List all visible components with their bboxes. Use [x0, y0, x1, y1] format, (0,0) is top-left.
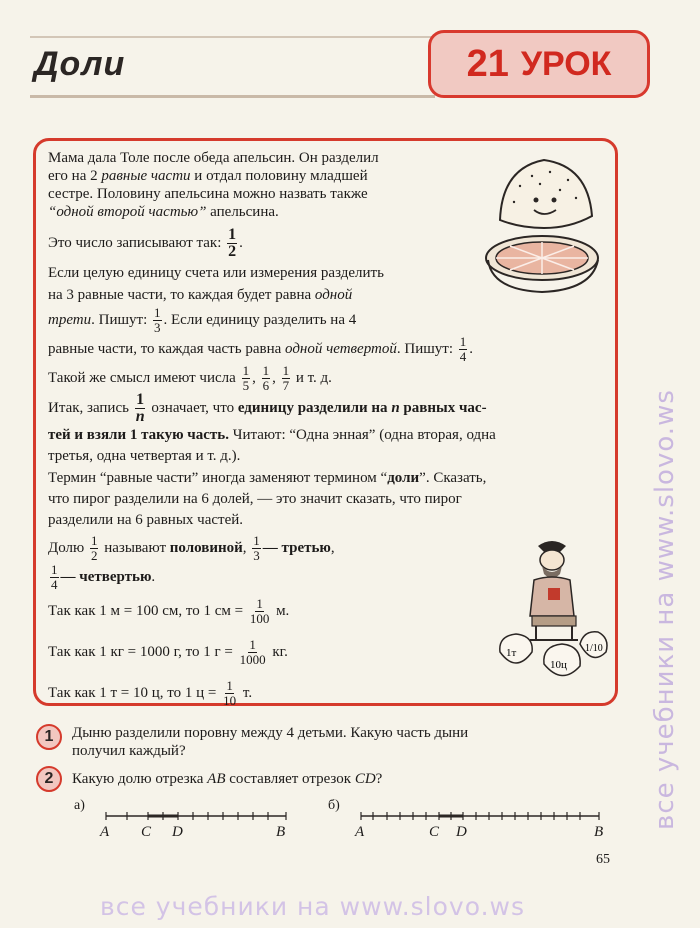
- lesson-number: 21: [466, 42, 509, 85]
- fraction-one-half: $\frac{1}{2}$: [228, 226, 237, 260]
- weight-label-1: 1т: [506, 647, 517, 659]
- nth-line: Итак, запись $\frac{1}{n}$ означает, что единицу разделили на n равных час-: [48, 391, 487, 425]
- segment-b-label: б): [328, 798, 340, 813]
- segment-a-point-b: B: [276, 824, 286, 840]
- fraction-one-quarter: $\frac{1}{4}$: [459, 334, 467, 364]
- segment-a-label: а): [74, 798, 85, 813]
- unit-line-kilogram: Так как 1 кг = 1000 г, то 1 г = $\frac{1}{1000}$ кг.: [48, 637, 288, 667]
- fraction-1-1000: $\frac{1}{1000}$: [239, 637, 266, 667]
- segment-b-point-b: B: [594, 824, 604, 840]
- shares-line: Термин “равные части” иногда заменяют термином “доли”. Сказать,: [48, 470, 487, 486]
- thirds-paragraph: [48, 262, 613, 393]
- lesson-word: УРОК: [520, 44, 612, 83]
- nth-line: тей и взяли 1 такую часть. Читают: “Одна энная” (одна вторая, одна: [48, 427, 496, 443]
- fraction-1-100: $\frac{1}{100}$: [249, 596, 270, 626]
- shares-line: что пирог разделили на 6 долей, — это значит сказать, что пирог: [48, 491, 462, 507]
- fraction-half: $\frac{1}{2}$: [90, 533, 98, 563]
- task-number-2: 2: [36, 766, 62, 792]
- intro-formula-line: Это число записывают так: $\frac{1}{2}$ .: [48, 226, 243, 260]
- fraction-one-third: $\frac{1}{3}$: [154, 305, 161, 335]
- task-number-1: 1: [36, 724, 62, 750]
- lesson-badge: [428, 30, 650, 98]
- segment-a-point-c: C: [141, 824, 152, 840]
- intro-line: “одной второй частью” апельсина.: [48, 204, 279, 220]
- share-names: [48, 534, 488, 592]
- share-names-line: $\frac{1}{4}$ — четвертью.: [51, 562, 156, 592]
- nth-line: третья, одна четвертая и т. д.).: [48, 448, 241, 464]
- segment-b-point-a: A: [355, 824, 365, 840]
- fraction-one-fifth: $\frac{1}{5}$: [242, 363, 250, 393]
- intro-paragraph: [48, 149, 488, 260]
- weight-label-2: 10ц: [550, 659, 567, 671]
- thirds-line: на 3 равные части, то каждая будет равна одной: [48, 287, 353, 303]
- segment-b-point-c: C: [429, 824, 440, 840]
- unit-line-meter: Так как 1 м = 100 см, то 1 см = $\frac{1}{100}$ м.: [48, 596, 290, 626]
- shares-paragraph: [48, 468, 613, 531]
- fraction-1-10: $\frac{1}{10}$: [223, 678, 237, 708]
- thirds-line: Если целую единицу счета или измерения разделить: [48, 265, 384, 281]
- fraction-one-seventh: $\frac{1}{7}$: [282, 363, 290, 393]
- unit-conversions: [48, 597, 488, 708]
- intro-line: Мама дала Толе после обеда апельсин. Он разделил: [48, 150, 379, 166]
- share-names-line: Долю $\frac{1}{2}$ называют половиной, $\frac{1}{3}$ — третью,: [48, 533, 335, 563]
- thirds-line: трети. Пишут: $\frac{1}{3}$ . Если единицу разделить на 4: [48, 305, 357, 335]
- man-with-weights-illustration-icon: [494, 534, 612, 694]
- header-rule: [30, 95, 435, 98]
- fraction-quarter: $\frac{1}{4}$: [51, 562, 58, 592]
- page-number: 65: [596, 852, 610, 867]
- watermark-bottom: все учебники на www.slovo.ws: [100, 892, 525, 921]
- header-rule-top: [30, 36, 435, 38]
- intro-line: его на 2 равные части и отдал половину младшей: [48, 168, 368, 184]
- watermark-vertical: все учебники на www.slovo.ws: [650, 389, 680, 830]
- task-2-text: Какую долю отрезка AB составляет отрезок CD?: [72, 771, 383, 787]
- segment-b-diagram: [355, 806, 615, 826]
- page-title: Доли: [34, 45, 126, 83]
- fraction-third: $\frac{1}{3}$: [253, 533, 260, 563]
- unit-line-tonne: Так как 1 т = 10 ц, то 1 ц = $\frac{1}{10}$ т.: [48, 678, 253, 708]
- thirds-line: Такой же смысл имеют числа $\frac{1}{5}$ , $\frac{1}{6}$ , $\frac{1}{7}$ и т. д.: [48, 363, 332, 393]
- nth-paragraph: [48, 392, 613, 467]
- weight-label-3: 1/10: [585, 643, 603, 654]
- segment-a-point-d: D: [172, 824, 183, 840]
- intro-line: сестре. Половину апельсина можно назвать также: [48, 186, 368, 202]
- segment-b-point-d: D: [456, 824, 467, 840]
- thirds-line: равные части, то каждая часть равна одной четвертой. Пишут: $\frac{1}{4}$ .: [48, 334, 473, 364]
- segment-a-point-a: A: [100, 824, 110, 840]
- segment-a-diagram: [100, 806, 300, 826]
- shares-line: разделили на 6 равных частей.: [48, 512, 244, 528]
- task-1-text: Дыню разделили поровну между 4 детьми. Какую часть дыни получил каждый?: [72, 725, 469, 759]
- fraction-one-sixth: $\frac{1}{6}$: [262, 363, 270, 393]
- fraction-one-nth: $\frac{1}{n}$: [135, 391, 145, 425]
